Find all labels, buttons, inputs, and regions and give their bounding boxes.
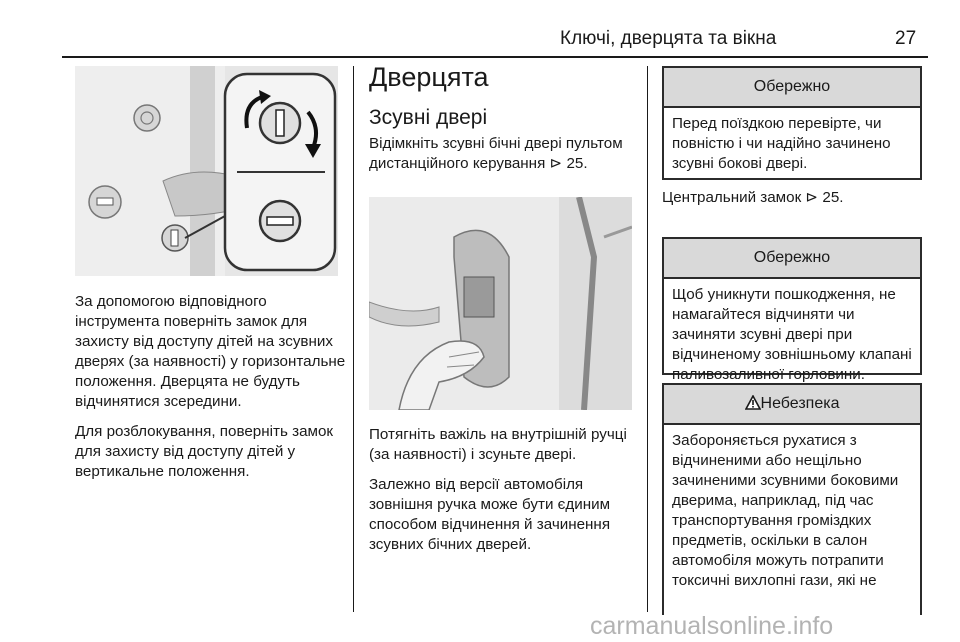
column-divider-left	[353, 66, 354, 612]
caution-box-2	[662, 237, 922, 383]
central-lock-reference: Центральний замок ⊳ 25.	[662, 189, 844, 206]
danger-box-body: Забороняється рухатися з відчиненими або нещільно зачиненими зсувними боковими дверима, наприклад, під час транспортування громіздких предметів, оскільки в салон автомобіля можуть потрапити токсичні вихлопні гази, які не	[672, 432, 899, 589]
middle-caption-1: Потягніть важіль на внутрішній ручці (за наявності) і зсуньте двері.	[369, 426, 627, 463]
left-caption-2: Для розблокування, поверніть замок для захисту від доступу дітей у вертикальне положення.	[75, 423, 334, 480]
caution-box-1	[662, 66, 922, 180]
danger-box	[662, 383, 922, 615]
left-caption-1: За допомогою відповідного інструмента поверніть замок для захисту від доступу дітей на зсувних дверях (за наявності) у горизонтальне положення. Дверцята не будуть відчинятися зсередини.	[75, 293, 346, 410]
watermark: carmanualsonline.info	[590, 612, 834, 640]
caution-box-1-body: Перед поїздкою перевірте, чи повністю і чи надійно зачинено зсувні бокові двері.	[672, 115, 891, 172]
caution-box-2-body: Щоб уникнути пошкодження, не намагайтеся відчиняти чи зачиняти зсувні двері при відчиненому зовнішньому клапані паливозаливної горловини.	[672, 286, 912, 383]
column-divider-right	[647, 66, 648, 612]
header-rule	[62, 56, 928, 58]
caution-box-2-title: Обережно	[664, 239, 920, 279]
page-header-title: Ключі, дверцята та вікна	[560, 28, 777, 49]
section-title: Дверцята	[369, 62, 489, 92]
sliding-door-handle-illustration	[369, 197, 632, 410]
warning-triangle-icon	[745, 395, 761, 410]
sliding-door-intro: Відімкніть зсувні бічні двері пультом дистанційного керування ⊳ 25.	[369, 135, 623, 172]
child-lock-illustration	[75, 66, 338, 276]
caution-box-1-title: Обережно	[664, 68, 920, 108]
subsection-title: Зсувні двері	[369, 106, 488, 129]
page-number: 27	[895, 28, 917, 49]
danger-box-header	[664, 385, 920, 425]
danger-box-title: Небезпека	[760, 395, 840, 412]
middle-caption-2: Залежно від версії автомобіля зовнішня ручка може бути єдиним способом відчинення й зачинення зсувних бічних дверей.	[369, 476, 611, 553]
